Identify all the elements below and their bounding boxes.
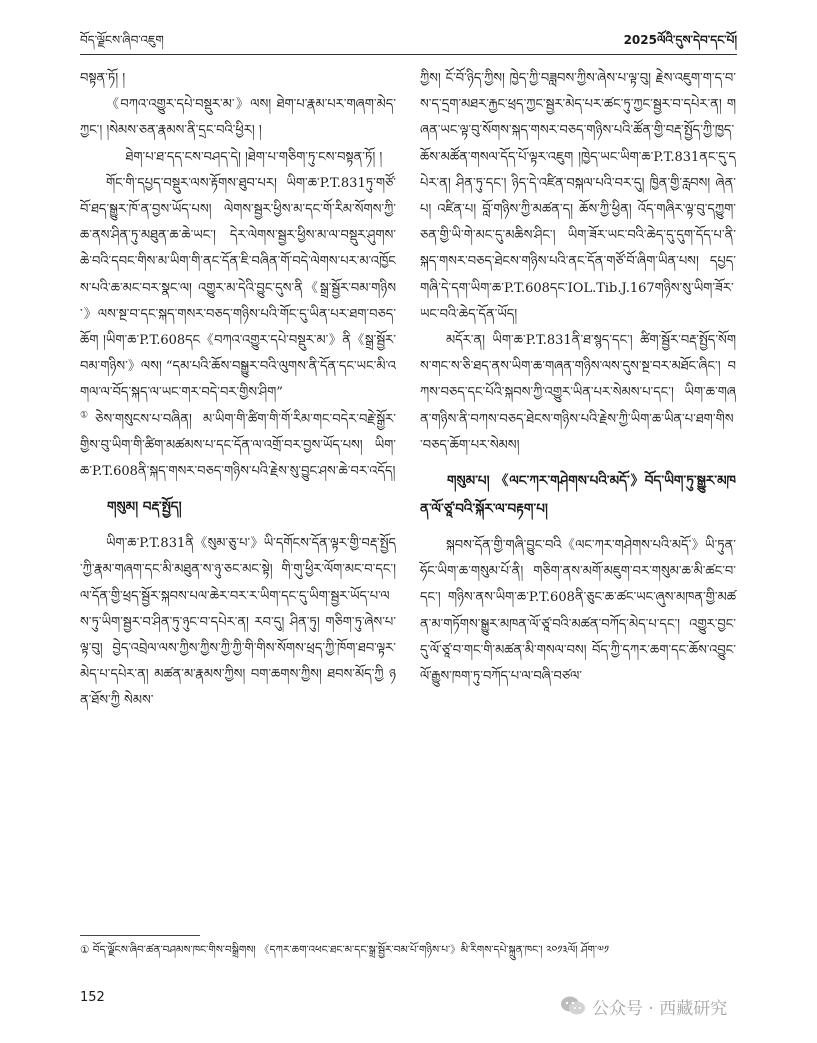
paragraph-text: གསུམ་པ། 《ལང་ཀར་གཤེགས་པའི་མདོ་》བོད་ཡིག་ཏུ་སྒྱུར་མཁན་ལོ་ཙཱ་བའི་སྐོར་ལ་བརྟག་པ། <box>420 473 736 518</box>
journal-name: བོད་ལྗོངས་ཞིབ་འཇུག <box>80 33 164 47</box>
footnote <box>80 941 737 959</box>
footnote-text: བོད་ལྗོངས་ཞིབ་ཚན་བཤམས་ཁང་གིས་བསྒྲིགས། 《དཀར་ཆག་འཕང་ཐང་མ་དང་སྒྲ་སྦྱོར་བམ་པོ་གཉིས་པ་》མི་རིགས་དཔེ་སྐྲུན་ཁང་། ༢༠༡༣ལོ། ཤོག་༧༡ <box>92 944 609 956</box>
body-paragraph <box>80 531 396 714</box>
body-paragraph <box>420 533 736 690</box>
watermark <box>560 992 727 1020</box>
wechat-icon <box>560 995 586 1017</box>
body-paragraph <box>420 66 736 328</box>
running-header <box>80 30 737 55</box>
section-heading <box>420 467 736 523</box>
right-column <box>420 66 736 926</box>
paragraph-text: སྐབས་དོན་གྱི་གཞི་བྱུང་བའི《ལང་ཀར་གཤེགས་པའི་མདོ་》ཡི་ཏུན་ཧོང་ཡིག་ཆ་གསུམ་པོ་ནི། གཅིག་ནས་མགོ་མཇུག་བར་གསུམ་ཆ་མི་ཚང་བ་དང་། གཉིས་ནས་ཡིག་ཆ་P.T.608ནི་ཅུང་ཆ་ཚང་ཡང་ཞུས་མཁན་གྱི་མཚན་མ་གཏོགས་སྒྱུར་མཁན་ལོ་ཙཱ་བའི་མཚན་བཀོད་མེད་པ་དང་། འགྱུར་བྱང་དུ་ལོ་ཙཱ་བ་གང་གི་མཚན་མི་གསལ་བས། བོད་ཀྱི་དཀར་ཆག་དང་ཆོས་འབྱུང་ལོ་རྒྱུས་ཁག་ཏུ་བཀོད་པ་ལ་བཞི་བཙལ་ <box>420 538 736 685</box>
watermark-text: 公众号 · 西藏研究 <box>592 998 728 1019</box>
body-paragraph <box>80 407 396 486</box>
paragraph-text: གསུམ། བརྡ་སྤྱོད། <box>107 499 182 516</box>
paragraph-text: ཀྱིས། ངོ་བོ་ཉིད་ཀྱིས། ཁྱེད་ཀྱི་བཟླབས་ཀྱིས་ཞེས་པ་ལྟ་བུ། རྗེས་འཇུག་ག་ད་བ་ས་ད་དྲག་མཐར་རྐྱང་ཕྲད་ཀྱང་སྦྱར་མེད་པར་ཚང་ཏུ་ཀྱང་སྦྱར་བ་དཔེར་ན། གཞན་ཡང་ལྟ་བུ་སོགས་སྐད་གསར་བཅད་གཉིས་པའི་ཚོན་གྱི་བརྡ་སྤྱོད་ཀྱི་ཁྱད་ཆོས་མཚོན་གསལ་དོད་པོ་ལྟར་འཇུག །ཁྱེད་ཡང་ཡིག་ཆ་P.T.831ནང་དུ་དཔེར་ན། ཤིན་ཏུ་དང་། ཉིད་དེ་འཛིན་བསྐལ་པའི་བར་དུ། ཁྱིན་གྱི་རླབས། ཞེན་པ། འཛིན་པ། བློ་གཉིས་ཀྱི་མཚན་ད། ཆོས་ཀྱི་ཕྱིན། འོད་གཞིར་ལྟ་བུ་དཀྱུག་ཅན་གྱི་ཡི་གེ་མང་དུ་མཆིས་ཤིང་། ཡིག་ཟོར་ཡང་བའི་ཆེད་དུ་དུག་དོད་པ་ནི་སྐད་གསར་བཅད་ཐེངས་གཉིས་པའི་ནང་དོན་གཙོ་བོ་ཞིག་ཡིན་པས། དཔྱད་གཞི་དེ་དག་ཡིག་ཆ་P.T.608དང་IOL.Tib.J.167གཉིས་སུ་ཡིག་ཟོར་ཡང་བའི་ཆེད་དོན་ཡོད། <box>420 71 736 322</box>
body-paragraph <box>420 328 736 459</box>
paragraph-text: གོང་གི་དཔྱད་བསྡུར་ལས་རྟོགས་ཐུབ་པར། ཡིག་ཆ་P.T.831ཏུ་གཙོ་བོ་ཐད་སྒྱུར་ཁོ་ན་བྱས་ཡོད་པས། ལེགས་སྦྱར་ཕྱིས་མ་དང་གོ་རིམ་སོགས་ཀྱི་ཆ་ནས་ཤིན་ཏུ་མཐུན་ཆ་ཆེ་ཡང་། དེར་ལེགས་སྦྱར་ཕྱིས་མ་ལ་བསྡུར་ཤུགས་ཆེ་བའི་དབང་གིས་མ་ཡིག་གི་ནང་དོན་ཇི་བཞིན་གོ་བདེ་ལེགས་པར་མ་འཁྱོངས་པའི་ཆ་མང་བར་སྣང་ལ། འགྱུར་མ་དེའི་བྱུང་དུས་ནི《སྒྲ་སྦྱོར་བམ་གཉིས་》ལས་སྔ་བ་དང་སྐད་གསར་བཅད་གཉིས་པའི་གོང་དུ་ཡིན་པར་ཐག་བཅད་ཆོག །ཡིག་ཆ་P.T.608དང《བཀའ་འགྱུར་དཔེ་བསྡུར་མ་》ནི《སྒྲ་སྦྱོར་བམ་གཉིས་》ལས། “དམ་པའི་ཆོས་བསྒྱུར་བའི་ལུགས་ནི་དོན་དང་ཡང་མི་འགལ་ལ་བོད་སྐད་ལ་ཡང་གར་བདེ་བར་གྱིས་ཤིག” <box>80 175 396 401</box>
issue-label: 2025ལོའི་དུས་དེབ་དང་པོ། <box>623 33 737 47</box>
footnote-marker: ① <box>80 944 90 956</box>
page-number: 152 <box>80 990 105 1005</box>
paragraph-text: ཅེས་གསུངས་པ་བཞིན། མ་ཡིག་གི་ཚིག་གི་གོ་རིམ་གང་བདེར་བརྗེ་སྒྱོར་གྱིས་བུ་ཡིག་གི་ཚིག་མཚམས་པ་དང་དོན་ལ་འགྲོ་བར་བྱས་ཡོད་པས། ཡིག་ཆ་P.T.608ནི་སྐད་གསར་བཅད་གཉིས་པའི་རྗེས་སུ་བྱུང་ཤས་ཆེ་བར་འདོད། <box>80 411 396 480</box>
paragraph-text: མདོར་ན། ཡིག་ཆ་P.T.831ནི་ཐ་སྙད་དང་། ཚིག་སྦྱོར་བརྡ་སྤྱོད་སོགས་གང་ས་ཅི་ཐད་ནས་ཡིག་ཆ་གཞན་གཉིས་ལས་དུས་སྔ་བར་མཐོང་ཞིང་། བཀས་བཅད་དང་པོའི་སྐབས་ཀྱི་འགྱུར་ཡིན་པར་སེམས་པ་དང་། ཡིག་ཆ་གཞན་གཉིས་ནི་བཀས་བཅད་ཐེངས་གཉིས་པའི་རྗེས་ཀྱི་ཡིག་ཆ་ཡིན་པ་ཐག་གིས་བཅད་ཆོག་པར་སེམས། <box>420 333 736 453</box>
paragraph-text: བསྟན་ཏོ། ། <box>80 71 126 86</box>
body-paragraph <box>80 171 396 407</box>
body-paragraph <box>80 92 396 144</box>
paragraph-text: ཡིག་ཆ་P.T.831ནི《སུམ་ཅུ་པ་》ཡི་དགོངས་དོན་ལྟར་གྱི་བརྡ་སྤྱོད་ཀྱི་རྣམ་གཞག་དང་མི་མཐུན་ས་ཉུ་ཅང་མང་སྟེ། གི་གུ་ཕྱིར་ལོག་མང་བ་དང་། ལ་དོན་གྱི་ཕྲད་སྦྱོར་སྐབས་པལ་ཆེར་བར་ར་ཡིག་དང་དུ་ཡིག་སྦྱར་ཡོད་པ་ལས་ཏུ་ཡིག་སྦྱར་བ་ཤིན་ཏུ་ཉུང་བ་དཔེར་ན། རབ་དུ། ཤིན་ཏུ། གཅིག་ཏུ་ཞེས་པ་ལྟ་བུ། བྱེད་འབྲེལ་ལས་ཀྱིས་ཀྱིས་ཀྱི་ཀྱི་གི་གིས་སོགས་ཕྲད་ཀྱི་ཁོག་ཐབ་ལྟར་མེད་པ་དཔེར་ན། མཚན་མ་རྣམས་ཀྱིས། བག་ཆགས་ཀྱིས། ཐབས་མོད་ཀྱི ཉན་ཐོས་ཀྱི སེམས་ <box>80 536 396 709</box>
body-paragraph <box>80 66 396 92</box>
paragraph-text: ཐེག་པ་ཐ་དད་ངས་བཤད་དེ། །ཐེག་པ་གཅིག་ཏུ་ངས་བསྟན་ཏོ། ། <box>125 149 383 165</box>
paragraph-text: 《བཀའ་འགྱུར་དཔེ་བསྡུར་མ་》ལས། ཐེག་པ་རྣམ་པར་གཞག་མེད་ཀྱང་། །སེམས་ཅན་རྣམས་ནི་དྲང་བའི་ཕྱིར། ། <box>80 97 396 139</box>
footnote-divider <box>80 935 200 936</box>
section-heading <box>80 493 396 521</box>
footnote-ref[interactable]: ① <box>80 410 96 421</box>
left-column <box>80 66 396 926</box>
body-paragraph <box>80 145 396 171</box>
